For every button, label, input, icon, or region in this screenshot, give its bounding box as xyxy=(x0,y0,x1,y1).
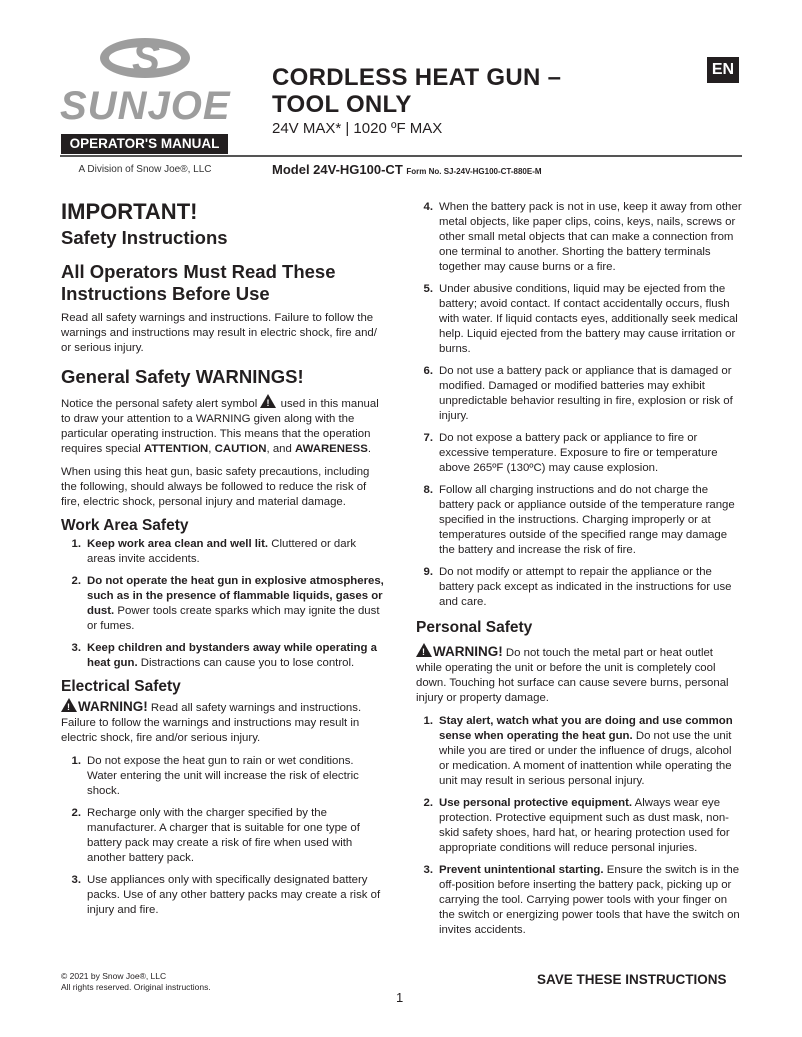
model-number: Model 24V-HG100-CT Form No. SJ-24V-HG100-CT-880E-M xyxy=(272,162,542,177)
division-text: A Division of Snow Joe®, LLC xyxy=(78,164,212,175)
left-column xyxy=(61,200,386,925)
list-item: 3. Prevent unintentional starting. Ensure the switch is in the off-position before inserting the battery pack, picking up or carrying the tool. Carrying power tools with your finger on the switch or energizing power tools that have the switch on invites accidents. xyxy=(423,864,740,936)
list-item: 2. Use personal protective equipment. Always wear eye protection. Protective equipment such as dust mask, non-skid safety shoes, hard hat, or hearing protection used for appropriate conditions will reduce personal injuries. xyxy=(423,797,730,854)
list-item: 9. Do not modify or attempt to repair the appliance or the battery pack except as indicated in the instructions for use and care. xyxy=(423,566,732,608)
list-item: 1. Stay alert, watch what you are doing and use common sense when operating the heat gun. Do not use the unit while you are tired or under the influence of drugs, alcohol or medication. A moment of inattention while operating the unit may result in serious personal injury. xyxy=(423,715,733,787)
save-instructions: SAVE THESE INSTRUCTIONS xyxy=(537,972,727,987)
personal-safety-heading: Personal Safety xyxy=(416,619,533,636)
list-item: 1. Keep work area clean and well lit. Cluttered or dark areas invite accidents. xyxy=(71,538,357,565)
copyright: © 2021 by Snow Joe®, LLC All rights reserved. Original instructions. xyxy=(61,971,211,992)
work-area-list xyxy=(61,537,386,671)
list-item: 3. Keep children and bystanders away while operating a heat gun. Distractions can cause you to lose control. xyxy=(71,642,377,669)
list-item: 3. Use appliances only with specifically designated battery packs. Use of any other battery packs may create a risk of injury and fire. xyxy=(71,874,381,916)
header-divider xyxy=(60,155,742,157)
page-number: 1 xyxy=(396,990,404,1005)
list-item: 1. Do not expose the heat gun to rain or wet conditions. Water entering the unit will increase the risk of electric shock. xyxy=(71,755,359,797)
form-number: Form No. SJ-24V-HG100-CT-880E-M xyxy=(406,167,542,176)
personal-list xyxy=(416,714,742,938)
safety-instructions-heading: Safety Instructions xyxy=(61,227,228,248)
list-item: 2. Recharge only with the charger specified by the manufacturer. A charger that is suitable for one type of battery pack may create a risk of fire when used with another battery pack. xyxy=(71,807,360,864)
operators-manual-label: OPERATOR'S MANUAL xyxy=(61,134,228,154)
electrical-list xyxy=(61,754,386,918)
personal-warning: !WARNING! Do not touch the metal part or heat outlet while operating the unit or before the unit is completely cool down. Touching hot surface can cause severe burns, personal injury or property damage. xyxy=(416,643,742,706)
work-area-heading: Work Area Safety xyxy=(61,517,189,534)
list-item: 2. Do not operate the heat gun in explosive atmospheres, such as in the presence of flammable liquids, gases or dust. Power tools create sparks which may ignite the dust or fumes. xyxy=(71,575,384,632)
heat-gun-paragraph: When using this heat gun, basic safety precautions, including the following, should always be followed to reduce the risk of fire, electric shock, personal injury and material damage. xyxy=(61,466,370,508)
notice-paragraph: Notice the personal safety alert symbol ! used in this manual to draw your attention to a WARNING given along with the particular operating instruction. This means that the operation requires special ATTENTION, CAUTION, and AWARENESS. xyxy=(61,394,386,457)
page-title: CORDLESS HEAT GUN – TOOL ONLY xyxy=(272,64,562,118)
important-heading: IMPORTANT! xyxy=(61,199,198,224)
warning-triangle-icon xyxy=(416,643,432,657)
right-column xyxy=(416,200,742,945)
all-operators-heading: All Operators Must Read These Instructions Before Use xyxy=(61,261,336,304)
list-item: 4. When the battery pack is not in use, keep it away from other metal objects, like paper clips, coins, keys, nails, screws or other small metal objects that can make a connection from one terminal to another. Shorting the battery terminals together may cause burns or a fire. xyxy=(423,201,742,273)
list-item: 7. Do not expose a battery pack or appliance to fire or excessive temperature. Exposure to fire or temperature above 265ºF (130ºC) may cause explosion. xyxy=(423,432,718,474)
sunjoe-logo: S SUNJOE xyxy=(60,34,231,128)
general-safety-heading: General Safety WARNINGS! xyxy=(61,366,304,387)
subtitle: 24V MAX* | 1020 ºF MAX xyxy=(272,120,443,137)
intro-paragraph: Read all safety warnings and instructions. Failure to follow the warnings and instructions may result in electric shock, fire and/ or serious injury. xyxy=(61,312,377,354)
battery-list xyxy=(416,200,742,610)
language-badge: EN xyxy=(707,57,739,83)
electrical-warning: !WARNING! Read all safety warnings and instructions. Failure to follow the warnings and instructions may result in electric shock, fire and/or serious injury. xyxy=(61,698,386,746)
list-item: 5. Under abusive conditions, liquid may be ejected from the battery; avoid contact. If contact accidentally occurs, flush with water. If liquid contacts eyes, additionally seek medical help. Liquid ejected from the battery may cause irritation or burns. xyxy=(423,283,738,355)
list-item: 6. Do not use a battery pack or appliance that is damaged or modified. Damaged or modified batteries may exhibit unpredictable behavior resulting in fire, explosion or risk of injury. xyxy=(423,365,733,422)
list-item: 8. Follow all charging instructions and do not charge the battery pack or appliance outside of the temperature range specified in the instructions. Charging improperly or at temperatures outside of the specified range may damage the battery and increase the risk of fire. xyxy=(423,484,735,556)
warning-triangle-icon xyxy=(61,698,77,712)
electrical-heading: Electrical Safety xyxy=(61,678,181,695)
warning-triangle-icon xyxy=(260,394,276,408)
